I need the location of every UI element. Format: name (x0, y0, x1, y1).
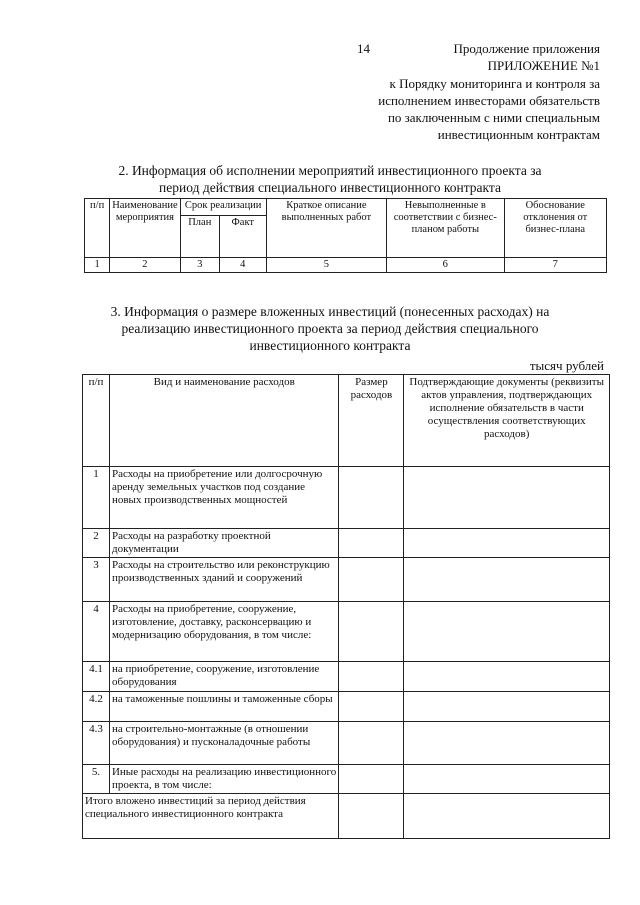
table-row (83, 662, 610, 692)
header-line-4: инвестиционным контрактам (437, 127, 600, 142)
s2-col-number: 5 (266, 258, 386, 273)
row-docs (404, 529, 610, 558)
row-docs (404, 794, 610, 839)
row-num: 4.3 (83, 722, 110, 765)
section3-title-line2: реализацию инвестиционного проекта за период действия специального (121, 321, 539, 336)
section3-title-line1: 3. Информация о размере вложенных инвестиций (понесенных расходах) на (110, 304, 550, 319)
s2-header-fact: Факт (219, 216, 266, 258)
table-row (83, 602, 610, 662)
row-docs (404, 558, 610, 602)
units-label: тысяч рублей (529, 358, 604, 373)
s3-header-docs: Подтверждающие документы (реквизиты актов управления, подтверждающих исполнение обязательств в части осуществления соответствующих расходов) (404, 375, 610, 467)
total-label: Итого вложено инвестиций за период действия специального инвестиционного контракта (83, 794, 339, 839)
row-docs (404, 602, 610, 662)
section3-table (82, 374, 610, 839)
row-name: Расходы на приобретение, сооружение, изготовление, доставку, расконсервацию и модернизацию оборудования, в том числе: (109, 602, 339, 662)
row-name: Расходы на приобретение или долгосрочную аренду земельных участков под создание новых производственных мощностей (109, 467, 339, 529)
s2-col-number: 7 (504, 258, 607, 273)
s2-header-name: Наименование мероприятия (110, 199, 180, 258)
s2-header-reason: Обоснование отклонения от бизнес-плана (504, 199, 607, 258)
row-size (339, 467, 404, 529)
row-name: Иные расходы на реализацию инвестиционного проекта, в том числе: (109, 765, 339, 794)
row-name: Расходы на разработку проектной документации (109, 529, 339, 558)
header-line-2: исполнением инвесторами обязательств (378, 93, 600, 108)
s2-header-unfulfilled: Невыполненные в соответствии с бизнес-планом работы (387, 199, 504, 258)
row-docs (404, 662, 610, 692)
section2-title-line1: 2. Информация об исполнении мероприятий инвестиционного проекта за (118, 163, 542, 178)
s2-header-term: Срок реализации (180, 199, 266, 216)
s2-col-number: 4 (219, 258, 266, 273)
header-line-1: к Порядку мониторинга и контроля за (389, 76, 600, 91)
s2-header-plan: План (180, 216, 219, 258)
row-size (339, 662, 404, 692)
row-name: на таможенные пошлины и таможенные сборы (109, 692, 339, 722)
row-docs (404, 722, 610, 765)
continuation-label: Продолжение приложения (453, 41, 600, 56)
row-num: 2 (83, 529, 110, 558)
row-size (339, 794, 404, 839)
table-row (83, 467, 610, 529)
row-num: 3 (83, 558, 110, 602)
table-row (83, 722, 610, 765)
s2-col-number: 3 (180, 258, 219, 273)
table-row (83, 765, 610, 794)
table-row (83, 692, 610, 722)
header-line-3: по заключенным с ними специальным (387, 110, 600, 125)
s2-col-number: 6 (387, 258, 504, 273)
section2-table (84, 198, 607, 273)
table-row (83, 558, 610, 602)
row-size (339, 765, 404, 794)
row-name: на строительно-монтажные (в отношении оборудования) и пусконаладочные работы (109, 722, 339, 765)
row-size (339, 602, 404, 662)
appendix-title: ПРИЛОЖЕНИЕ №1 (487, 58, 600, 73)
row-docs (404, 692, 610, 722)
s2-header-num: п/п (85, 199, 110, 258)
s3-header-type: Вид и наименование расходов (109, 375, 339, 467)
page-number: 14 (357, 41, 370, 56)
s3-header-num: п/п (83, 375, 110, 467)
section2-title-line2: период действия специального инвестиционного контракта (159, 180, 501, 195)
total-row (83, 794, 610, 839)
table-row (83, 529, 610, 558)
s3-header-size: Размер расходов (339, 375, 404, 467)
row-num: 4.2 (83, 692, 110, 722)
row-num: 4 (83, 602, 110, 662)
row-num: 1 (83, 467, 110, 529)
row-docs (404, 467, 610, 529)
row-num: 4.1 (83, 662, 110, 692)
row-name: на приобретение, сооружение, изготовление оборудования (109, 662, 339, 692)
row-size (339, 529, 404, 558)
row-num: 5. (83, 765, 110, 794)
s2-col-number: 1 (85, 258, 110, 273)
row-name: Расходы на строительство или реконструкцию производственных зданий и сооружений (109, 558, 339, 602)
row-size (339, 692, 404, 722)
s2-col-number: 2 (110, 258, 180, 273)
row-size (339, 558, 404, 602)
section3-title-line3: инвестиционного контракта (249, 338, 411, 353)
row-size (339, 722, 404, 765)
row-docs (404, 765, 610, 794)
s2-header-desc: Краткое описание выполненных работ (266, 199, 386, 258)
